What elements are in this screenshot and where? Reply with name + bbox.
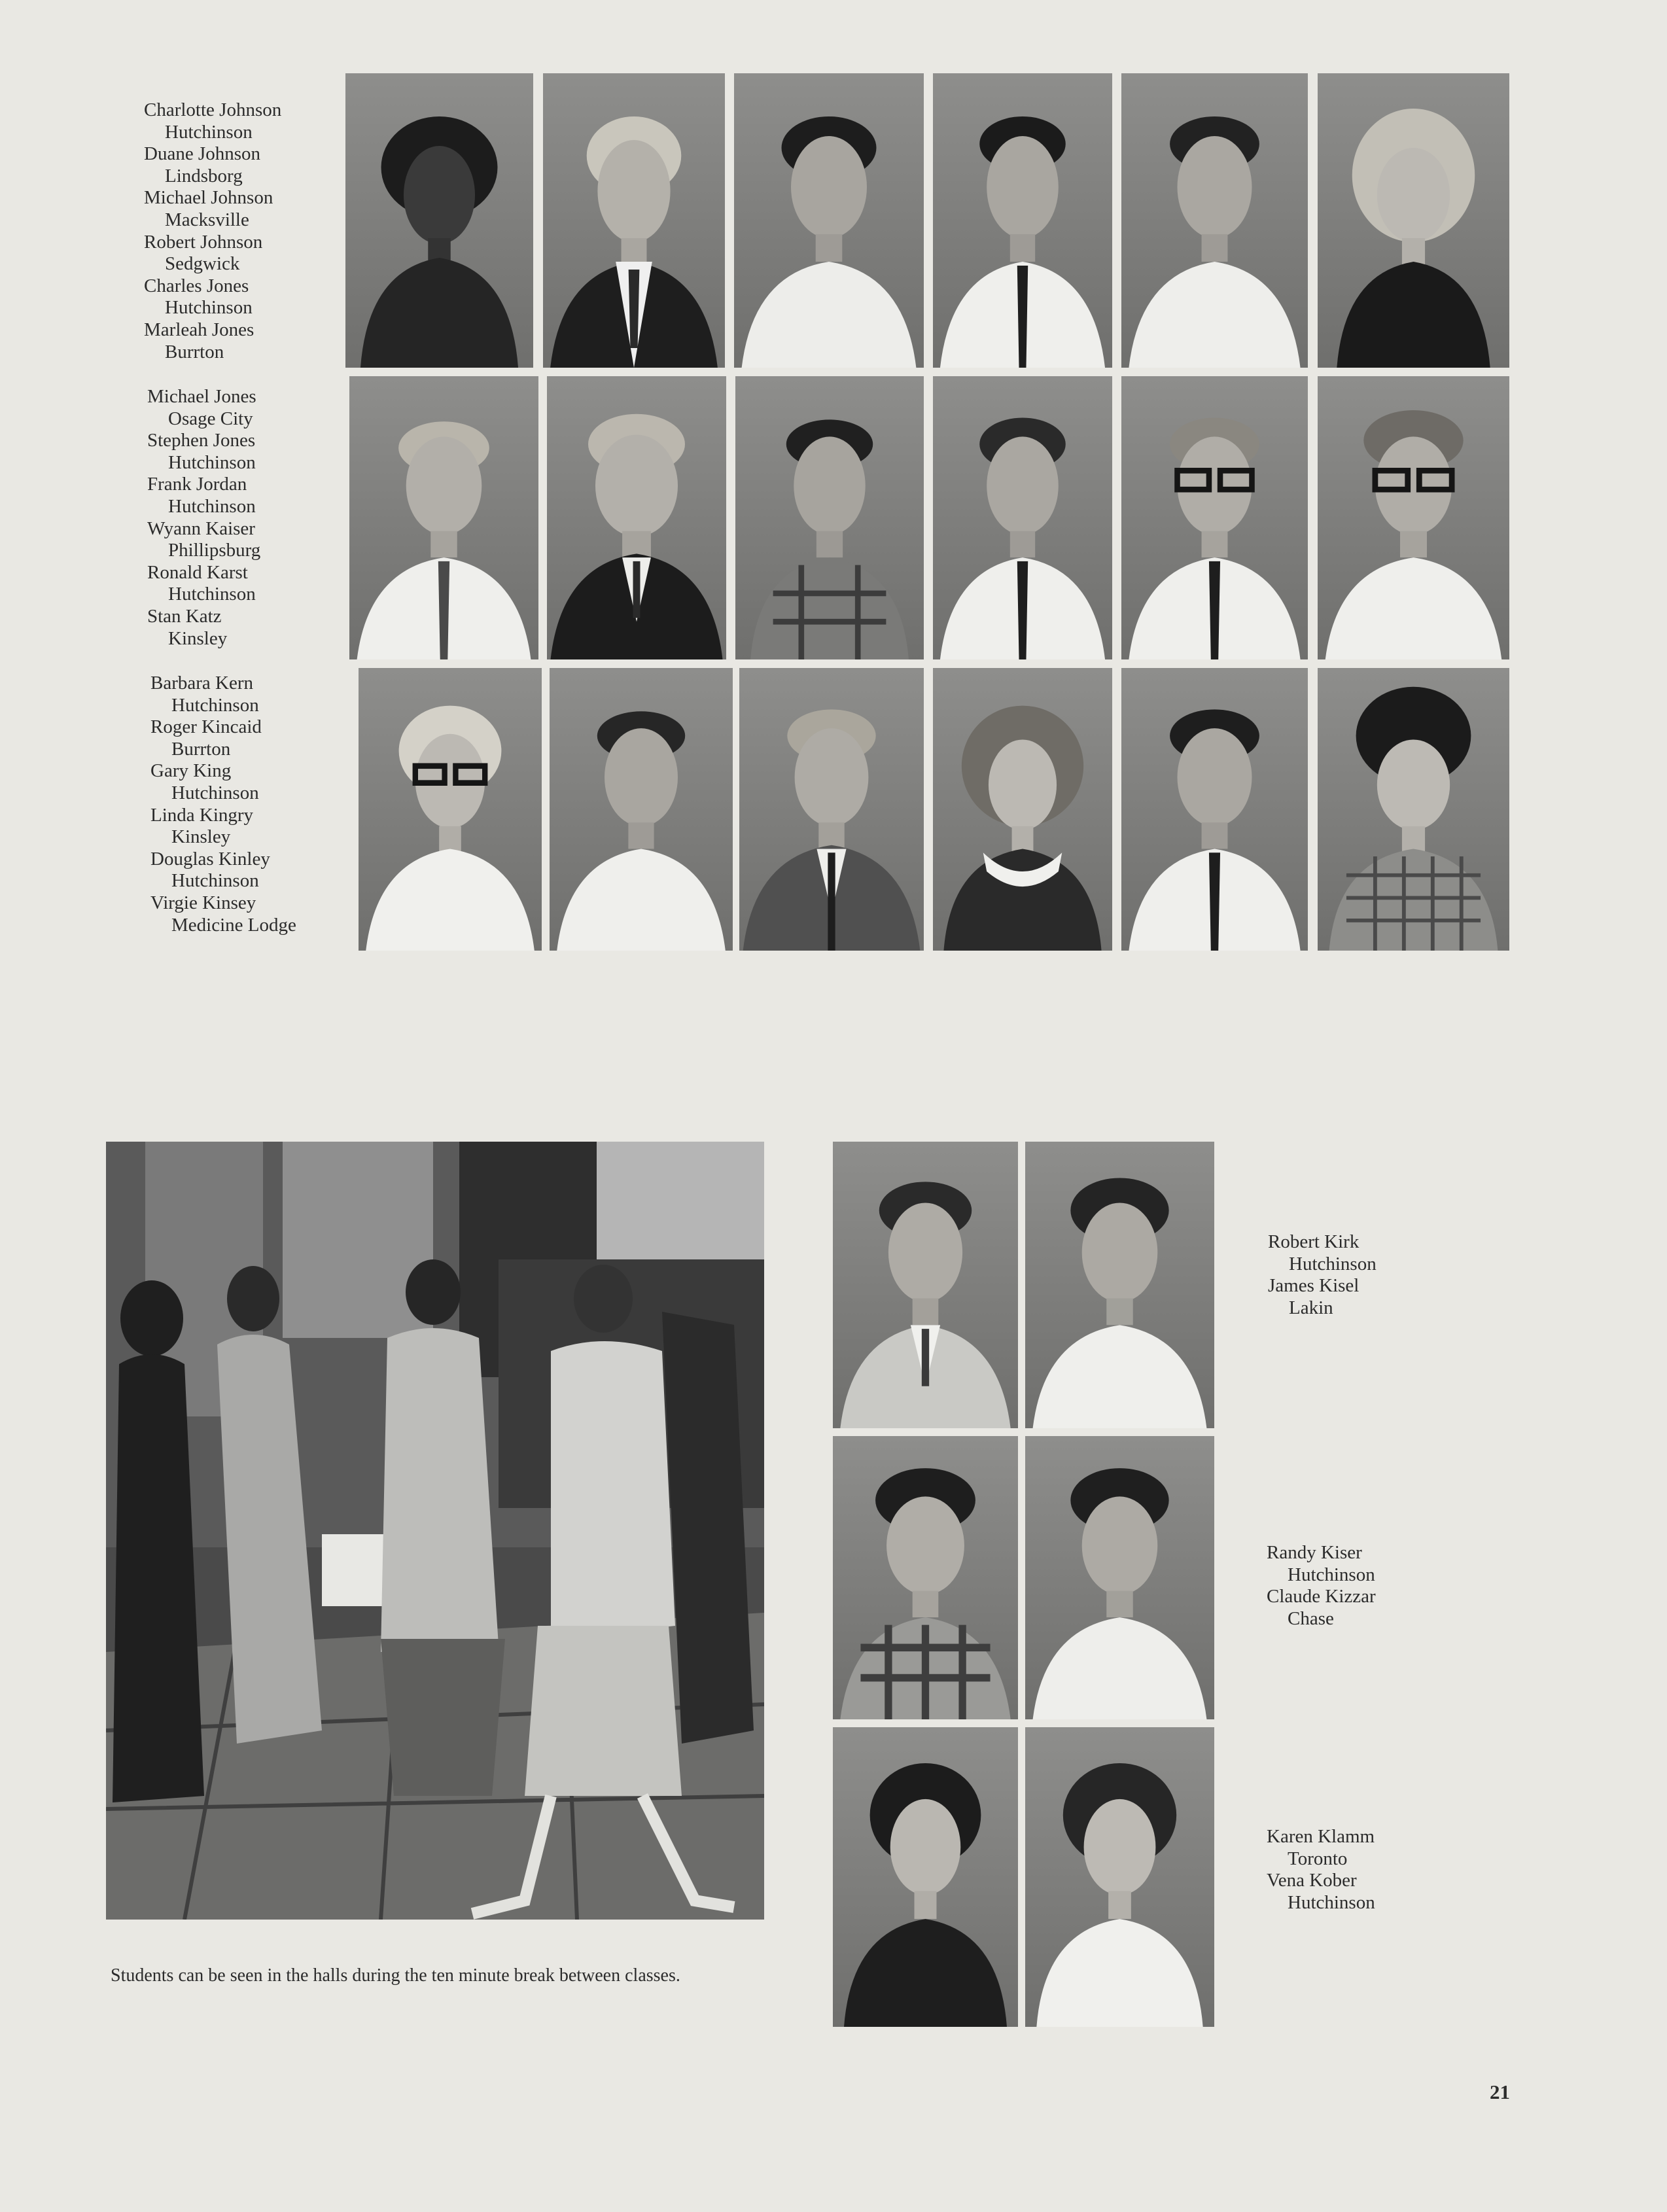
portrait-photo <box>550 668 733 951</box>
name-entry: Karen Klamm Toronto <box>1267 1826 1375 1869</box>
portrait-photo <box>1025 1142 1214 1428</box>
portrait-photo <box>1121 668 1308 951</box>
portrait-photo <box>933 668 1112 951</box>
name-entry: Roger Kincaid Burrton <box>150 716 262 760</box>
portrait-photo <box>833 1436 1018 1719</box>
name-list-row-3 <box>150 673 296 936</box>
portrait-photo <box>933 376 1112 659</box>
portrait-photo <box>1121 73 1308 368</box>
name-entry: Ronald Karst Hutchinson <box>147 561 256 605</box>
portrait-photo <box>345 73 533 368</box>
name-entry: Randy Kiser Hutchinson <box>1267 1542 1375 1585</box>
name-entry: Charlotte Johnson Hutchinson <box>144 99 282 143</box>
name-list-right-1 <box>1268 1231 1377 1319</box>
portrait-photo <box>933 73 1112 368</box>
name-entry: Duane Johnson Lindsborg <box>144 143 261 186</box>
name-entry: Linda Kingry Kinsley <box>150 804 254 848</box>
portrait-photo <box>734 73 924 368</box>
name-entry: Robert Johnson Sedgwick <box>144 231 263 275</box>
name-entry: Frank Jordan Hutchinson <box>147 474 256 517</box>
name-entry: Stan Katz Kinsley <box>147 605 228 649</box>
portrait-photo <box>1318 376 1509 659</box>
portrait-photo <box>543 73 725 368</box>
name-entry: Michael Johnson Macksville <box>144 187 273 230</box>
name-list-row-2 <box>147 386 260 650</box>
portrait-photo <box>349 376 538 659</box>
name-entry: Charles Jones Hutchinson <box>144 275 253 319</box>
name-entry: Douglas Kinley Hutchinson <box>150 848 270 892</box>
name-list-right-2 <box>1267 1542 1376 1630</box>
name-entry: Claude Kizzar Chase <box>1267 1586 1376 1629</box>
name-entry: Michael Jones Osage City <box>147 386 256 429</box>
portrait-photo <box>1121 376 1308 659</box>
portrait-photo <box>359 668 542 951</box>
portrait-photo <box>833 1727 1018 2027</box>
name-entry: Marleah Jones Burrton <box>144 319 254 362</box>
page-number: 21 <box>1490 2080 1510 2103</box>
name-entry: Barbara Kern Hutchinson <box>150 673 259 716</box>
name-entry: Robert Kirk Hutchinson <box>1268 1231 1377 1274</box>
name-entry: Vena Kober Hutchinson <box>1267 1870 1375 1913</box>
name-entry: Wyann Kaiser Phillipsburg <box>147 518 261 561</box>
portrait-photo <box>1318 73 1509 368</box>
portrait-photo <box>1025 1436 1214 1719</box>
name-entry: Stephen Jones Hutchinson <box>147 430 256 473</box>
portrait-photo <box>833 1142 1018 1428</box>
name-entry: Virgie Kinsey Medicine Lodge <box>150 892 296 936</box>
name-list-row-1 <box>144 99 281 363</box>
portrait-photo <box>1025 1727 1214 2027</box>
portrait-photo <box>735 376 924 659</box>
portrait-photo <box>1318 668 1509 951</box>
portrait-photo <box>739 668 924 951</box>
name-list-right-3 <box>1267 1826 1375 1914</box>
hallway-photo <box>106 1142 764 1920</box>
name-entry: Gary King Hutchinson <box>150 760 259 803</box>
portrait-photo <box>547 376 726 659</box>
photo-caption: Students can be seen in the halls during the ten minute break between classes. <box>111 1965 680 1986</box>
name-entry: James Kisel Lakin <box>1268 1275 1360 1318</box>
